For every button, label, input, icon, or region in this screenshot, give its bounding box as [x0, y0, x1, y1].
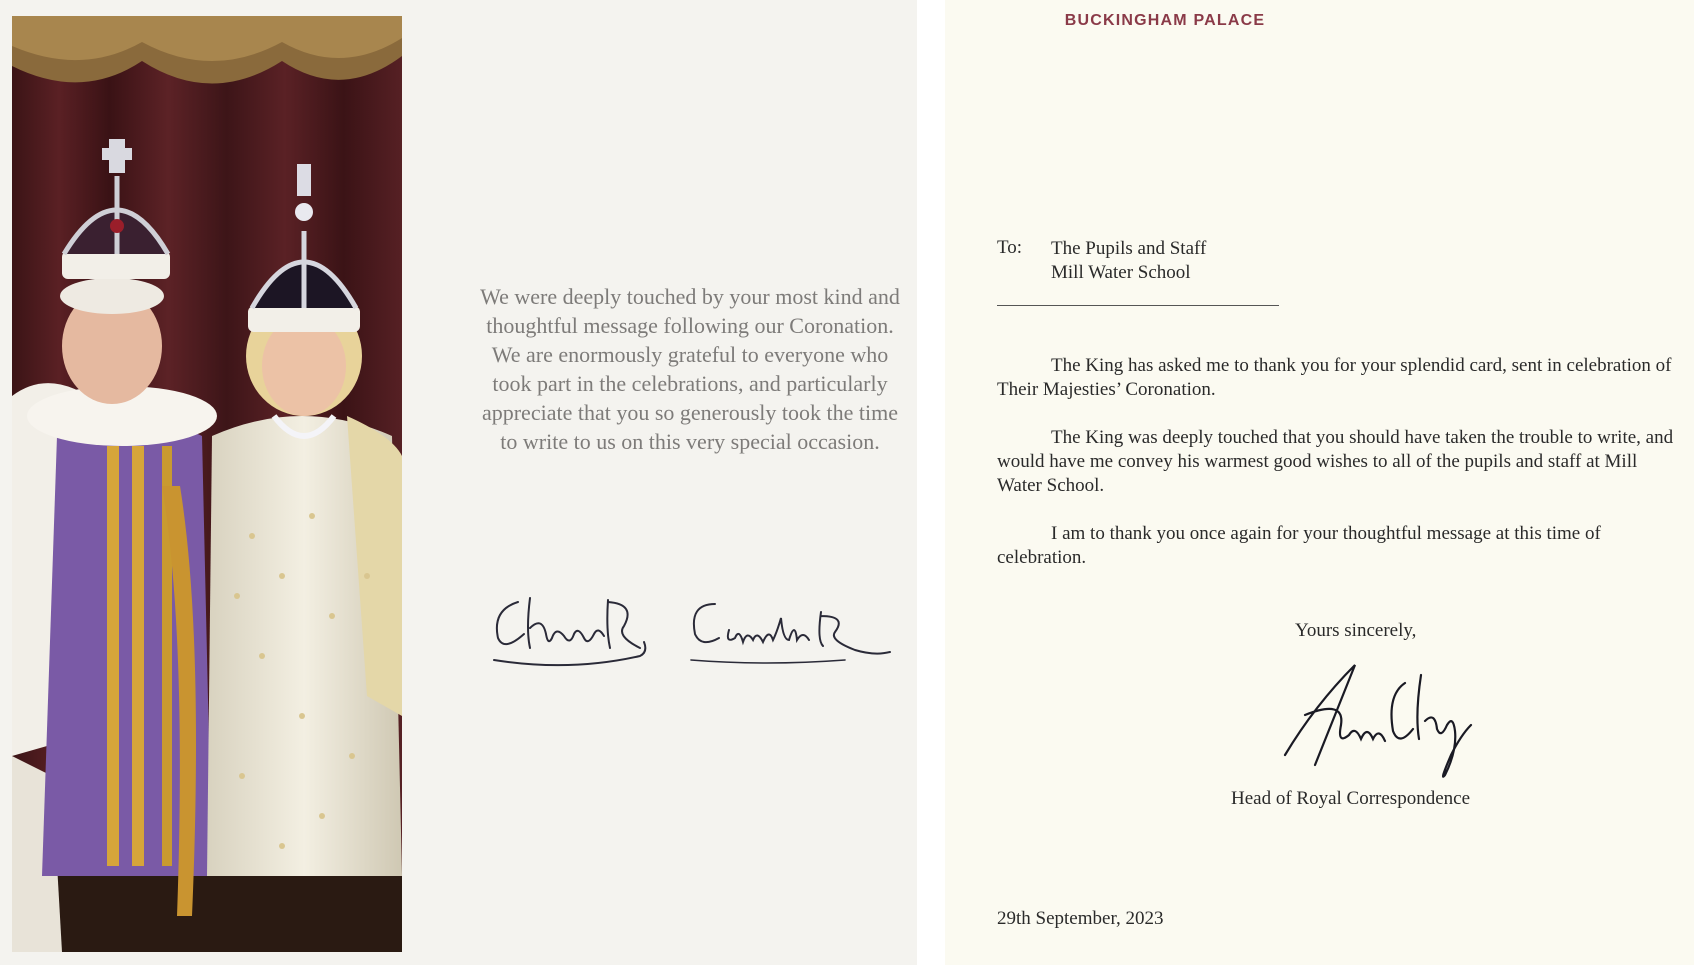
closing: Yours sincerely,	[1295, 620, 1417, 641]
royal-portrait-photo	[12, 16, 402, 952]
addressee	[1051, 237, 1206, 285]
addressee-line: The Pupils and Staff	[1051, 238, 1207, 259]
card-message: We were deeply touched by your most kind and thoughtful message following our Coronation. We are enormously grateful to everyone who took part in the celebrations, and particularly appreciate that you so generously took the time to write to us on this very special occasion.	[480, 284, 900, 454]
letter-date: 29th September, 2023	[997, 908, 1164, 929]
letter-paragraph: The King has asked me to thank you for your splendid card, sent in celebration of Their Majesties’ Coronation.	[997, 355, 1672, 400]
king-signature	[490, 590, 660, 675]
letterhead: BUCKINGHAM PALACE	[1064, 12, 1266, 29]
addressee-line: Mill Water School	[1051, 262, 1191, 283]
letter-paragraph: I am to thank you once again for your thoughtful message at this time of celebration.	[997, 523, 1601, 568]
address-divider	[997, 305, 1279, 306]
queen-signature	[685, 590, 895, 675]
correspondent-signature	[1275, 655, 1475, 790]
to-label: To:	[997, 237, 1023, 258]
signatory-title: Head of Royal Correspondence	[1231, 788, 1471, 809]
palace-letter	[945, 0, 1694, 965]
letter-paragraph: The King was deeply touched that you should have taken the trouble to write, and would have me convey his warmest good wishes to all of the pupils and staff at Mill Water School.	[997, 427, 1674, 496]
